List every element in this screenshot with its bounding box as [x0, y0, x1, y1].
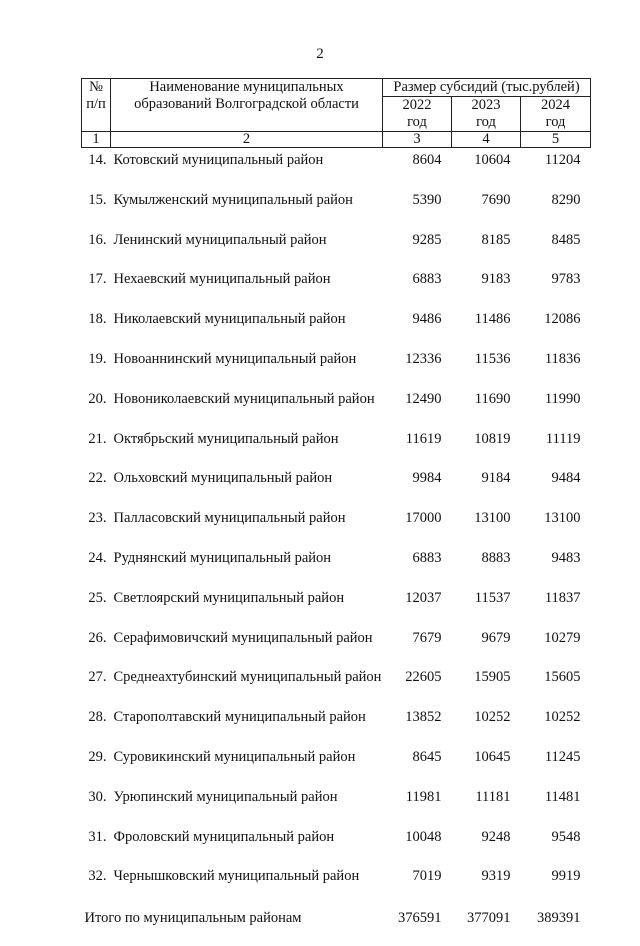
row-number: 17. — [88, 271, 107, 288]
row-value-2023: 8883 — [481, 549, 511, 566]
row-value-2023: 9679 — [481, 629, 511, 646]
row-municipality-name: Серафимовичский муниципальный район — [113, 629, 373, 646]
row-value-2022: 12037 — [405, 589, 442, 606]
row-number: 24. — [88, 549, 107, 566]
table-row — [82, 705, 591, 745]
row-number: 32. — [88, 868, 107, 885]
row-value-2022: 9984 — [412, 470, 442, 487]
row-value-2022: 11619 — [405, 430, 442, 447]
row-value-2022: 9285 — [412, 231, 442, 248]
row-municipality-name: Руднянский муниципальный район — [113, 549, 332, 566]
row-municipality-name: Среднеахтубинский муниципальный район — [113, 669, 382, 686]
row-value-2024: 9484 — [551, 470, 581, 487]
row-number: 26. — [88, 629, 107, 646]
row-value-2022: 17000 — [405, 510, 442, 527]
row-municipality-name: Котовский муниципальный район — [113, 152, 324, 168]
page-number: 2 — [316, 46, 324, 62]
table-row — [82, 626, 591, 666]
row-value-2024: 11245 — [544, 748, 581, 765]
row-value-2023: 9248 — [481, 828, 511, 845]
row-value-2022: 8645 — [412, 748, 442, 765]
row-value-2024: 8485 — [551, 231, 581, 248]
header-row-index — [82, 132, 591, 148]
total-row — [82, 904, 591, 946]
row-value-2023: 9319 — [481, 868, 511, 885]
row-value-2023: 7690 — [481, 191, 511, 208]
row-value-2024: 10279 — [544, 629, 581, 646]
table-row — [82, 427, 591, 467]
row-value-2022: 13852 — [405, 709, 442, 726]
row-number: 18. — [88, 311, 107, 328]
row-number: 21. — [88, 430, 107, 447]
row-number: 19. — [88, 350, 107, 367]
row-municipality-name: Нехаевский муниципальный район — [113, 271, 331, 288]
row-value-2024: 12086 — [544, 311, 581, 328]
row-value-2024: 9919 — [551, 868, 581, 885]
row-value-2023: 9183 — [481, 271, 511, 288]
row-value-2022: 8604 — [412, 152, 442, 168]
row-value-2024: 11836 — [544, 350, 581, 367]
row-value-2024: 9548 — [551, 828, 581, 845]
row-value-2023: 11537 — [474, 589, 511, 606]
col-index-cell: 2 — [111, 132, 383, 148]
row-value-2023: 9184 — [481, 470, 511, 487]
table-row — [82, 347, 591, 387]
header-year-2023 — [452, 97, 521, 132]
table-row — [82, 387, 591, 427]
row-number: 14. — [88, 152, 107, 168]
row-value-2023: 13100 — [474, 510, 511, 527]
header-year-value: 2023 — [471, 97, 501, 113]
col-index-cell: 5 — [521, 132, 591, 148]
table-row — [82, 546, 591, 586]
table-row — [82, 586, 591, 626]
row-number: 16. — [88, 231, 107, 248]
col-index-cell: 1 — [82, 132, 111, 148]
row-municipality-name: Николаевский муниципальный район — [113, 311, 346, 328]
row-municipality-name: Палласовский муниципальный район — [113, 510, 346, 527]
col-index-cell: 4 — [452, 132, 521, 148]
table-row — [82, 466, 591, 506]
row-value-2024: 11990 — [544, 390, 581, 407]
row-value-2022: 5390 — [412, 191, 442, 208]
table-row — [82, 506, 591, 546]
row-value-2024: 13100 — [544, 510, 581, 527]
row-value-2023: 11536 — [474, 350, 511, 367]
row-number: 31. — [88, 828, 107, 845]
row-value-2022: 6883 — [412, 271, 442, 288]
table-row — [82, 228, 591, 268]
col-index-cell: 3 — [383, 132, 452, 148]
header-num: № п/п — [82, 79, 111, 132]
table-row — [82, 864, 591, 904]
table-row — [82, 825, 591, 865]
row-number: 23. — [88, 510, 107, 527]
row-municipality-name: Старополтавский муниципальный район — [113, 709, 366, 726]
row-value-2023: 10252 — [474, 709, 511, 726]
row-value-2024: 8290 — [551, 191, 581, 208]
row-municipality-name: Новониколаевский муниципальный район — [113, 390, 375, 407]
header-year-unit: год — [545, 114, 566, 130]
row-municipality-name: Октябрьский муниципальный район — [113, 430, 339, 447]
row-number: 30. — [88, 788, 107, 805]
table-row — [82, 745, 591, 785]
row-value-2022: 7019 — [412, 868, 442, 885]
row-municipality-name: Чернышковский муниципальный район — [113, 868, 360, 885]
row-value-2024: 10252 — [544, 709, 581, 726]
row-value-2024: 9783 — [551, 271, 581, 288]
row-value-2023: 10604 — [474, 152, 511, 168]
subsidy-table — [81, 78, 591, 946]
row-number: 28. — [88, 709, 107, 726]
row-value-2023: 8185 — [481, 231, 511, 248]
row-value-2023: 10819 — [474, 430, 511, 447]
row-value-2024: 15605 — [544, 669, 581, 686]
header-year-value: 2022 — [402, 97, 432, 113]
table-row — [82, 188, 591, 228]
row-municipality-name: Новоаннинский муниципальный район — [113, 350, 357, 367]
table-body — [82, 148, 591, 946]
row-value-2022: 12336 — [405, 350, 442, 367]
header-year-unit: год — [476, 114, 496, 130]
row-number: 29. — [88, 748, 107, 765]
row-value-2023: 11486 — [474, 311, 511, 328]
row-value-2023: 10645 — [474, 748, 511, 765]
table-row — [82, 267, 591, 307]
row-value-2024: 11204 — [544, 152, 581, 168]
total-2022: 376591 — [398, 910, 442, 927]
header-year-2022 — [383, 97, 452, 132]
row-municipality-name: Кумылженский муниципальный район — [113, 191, 353, 208]
row-number: 22. — [88, 470, 107, 487]
row-municipality-name: Суровикинский муниципальный район — [113, 748, 356, 765]
header-subsidy-size: Размер субсидий (тыс.рублей) — [383, 79, 591, 97]
row-number: 27. — [88, 669, 107, 686]
row-value-2022: 9486 — [412, 311, 442, 328]
row-value-2023: 15905 — [474, 669, 511, 686]
row-municipality-name: Ольховский муниципальный район — [113, 470, 333, 487]
row-value-2022: 11981 — [405, 788, 442, 805]
row-value-2024: 11837 — [544, 589, 581, 606]
table-row — [82, 665, 591, 705]
row-municipality-name: Светлоярский муниципальный район — [113, 589, 345, 606]
row-value-2023: 11690 — [474, 390, 511, 407]
total-2024: 389391 — [537, 910, 581, 927]
row-value-2022: 7679 — [412, 629, 442, 646]
row-value-2024: 11481 — [544, 788, 581, 805]
header-year-2024 — [521, 97, 591, 132]
total-2023: 377091 — [467, 910, 511, 927]
row-value-2023: 11181 — [475, 788, 511, 805]
table-row — [82, 307, 591, 347]
row-number: 15. — [88, 191, 107, 208]
table-row — [82, 785, 591, 825]
row-value-2022: 22605 — [405, 669, 442, 686]
total-label: Итого по муниципальным районам — [84, 910, 302, 927]
row-value-2022: 10048 — [405, 828, 442, 845]
row-value-2022: 12490 — [405, 390, 442, 407]
header-row-top — [82, 79, 591, 97]
row-municipality-name: Ленинский муниципальный район — [113, 231, 327, 248]
row-municipality-name: Урюпинский муниципальный район — [113, 788, 338, 805]
row-municipality-name: Фроловский муниципальный район — [113, 828, 335, 845]
header-name: Наименование муниципальных образований Волгоградской области — [111, 79, 383, 132]
table-row — [82, 148, 591, 188]
row-number: 20. — [88, 390, 107, 407]
header-year-value: 2024 — [541, 97, 571, 113]
row-value-2024: 9483 — [551, 549, 581, 566]
header-year-unit: год — [407, 114, 427, 130]
row-number: 25. — [88, 589, 107, 606]
row-value-2024: 11119 — [545, 430, 581, 447]
row-value-2022: 6883 — [412, 549, 442, 566]
